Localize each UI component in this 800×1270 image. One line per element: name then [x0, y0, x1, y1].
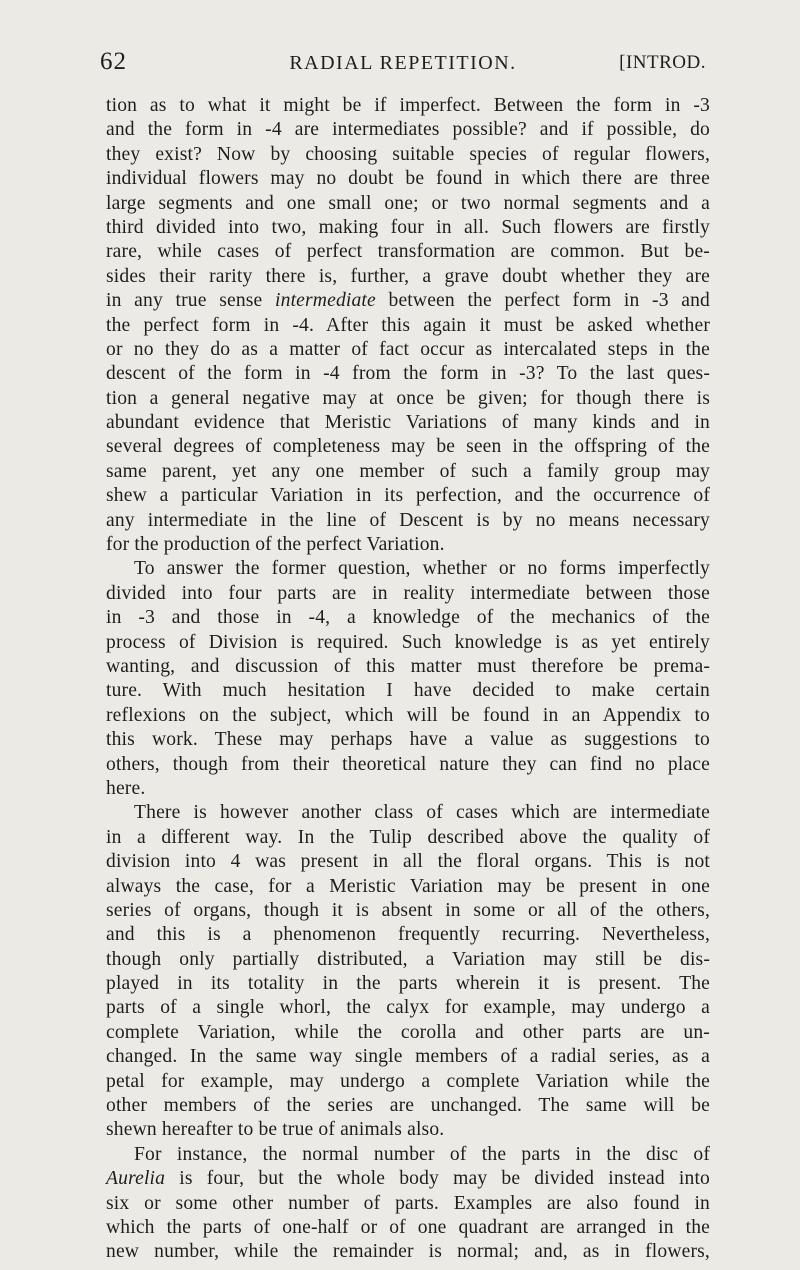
text-line — [106, 899, 710, 923]
text-line — [106, 679, 710, 703]
text-line — [106, 1045, 710, 1069]
text-line — [106, 289, 710, 313]
text-line — [106, 143, 710, 167]
text-line — [106, 118, 710, 142]
text-run: process of Division is required. Such knowledge is as yet entirely — [106, 631, 710, 653]
italic-term: Aurelia — [106, 1168, 166, 1190]
text-line — [106, 1070, 710, 1094]
text-line — [106, 948, 710, 972]
text-line — [106, 631, 710, 655]
text-line — [106, 1216, 710, 1240]
running-head: RADIAL REPETITION. — [289, 52, 517, 74]
text-run: descent of the form in -4 from the form in -3? To the last ques- — [106, 363, 710, 385]
text-run: new number, while the remainder is normal; and, as in flowers, — [106, 1241, 710, 1263]
text-line — [106, 582, 710, 606]
text-line — [106, 923, 710, 947]
text-run: wanting, and discussion of this matter must therefore be prema- — [106, 655, 710, 677]
text-line — [106, 533, 710, 557]
text-line — [106, 460, 710, 484]
text-run: series of organs, though it is absent in some or all of the others, — [106, 899, 710, 921]
text-run: six or some other number of parts. Examples are also found in — [106, 1192, 710, 1214]
text-run: To answer the former question, whether or no forms imperfectly — [134, 558, 710, 580]
text-line — [106, 240, 710, 264]
text-line — [106, 557, 710, 581]
text-run: in a different way. In the Tulip described above the quality of — [106, 826, 710, 848]
text-run: rare, while cases of perfect transformation are common. But be- — [106, 241, 710, 263]
section-tag: [INTROD. — [619, 52, 706, 73]
text-line — [106, 435, 710, 459]
text-run: There is however another class of cases which are intermediate — [134, 802, 710, 824]
text-line — [106, 826, 710, 850]
page-number: 62 — [100, 48, 127, 75]
text-run: parts of a single whorl, the calyx for example, may undergo a — [106, 997, 710, 1019]
text-run: ture. With much hesitation I have decided to make certain — [106, 680, 710, 702]
text-run: here. — [106, 777, 146, 799]
text-line — [106, 655, 710, 679]
page-header — [100, 48, 706, 84]
text-line — [106, 411, 710, 435]
text-run: large segments and one small one; or two normal segments and a — [106, 192, 710, 214]
body-text — [106, 94, 710, 1265]
text-line — [106, 338, 710, 362]
text-line — [106, 387, 710, 411]
text-run: is four, but the whole body may be divided instead into — [165, 1168, 710, 1190]
text-run: for the production of the perfect Variation. — [106, 534, 445, 556]
text-run: shew a particular Variation in its perfection, and the occurrence of — [106, 485, 710, 507]
text-line — [106, 704, 710, 728]
text-run: which the parts of one-half or of one quadrant are arranged in the — [106, 1216, 710, 1238]
text-line — [106, 972, 710, 996]
text-run: tion as to what it might be if imperfect. Between the form in -3 — [106, 95, 710, 116]
text-run: any intermediate in the line of Descent is by no means necessary — [106, 509, 710, 531]
text-line — [106, 216, 710, 240]
text-line — [106, 1240, 710, 1264]
text-line — [106, 606, 710, 630]
text-run: abundant evidence that Meristic Variations of many kinds and in — [106, 412, 710, 434]
text-line — [106, 875, 710, 899]
text-run: petal for example, may undergo a complete Variation while the — [106, 1070, 710, 1092]
text-run: complete Variation, while the corolla and other parts are un- — [106, 1021, 710, 1043]
text-run: third divided into two, making four in all. Such flowers are firstly — [106, 216, 710, 238]
text-run: the perfect form in -4. After this again it must be asked whether — [106, 314, 710, 336]
text-line — [106, 1094, 710, 1118]
text-line — [106, 1167, 710, 1191]
text-run: divided into four parts are in reality intermediate between those — [106, 582, 710, 604]
text-line — [106, 509, 710, 533]
text-line — [106, 167, 710, 191]
text-run: same parent, yet any one member of such a family group may — [106, 460, 710, 482]
text-run: played in its totality in the parts wherein it is present. The — [106, 973, 710, 995]
text-run: reflexions on the subject, which will be found in an Appendix to — [106, 704, 710, 726]
text-run: several degrees of completeness may be seen in the offspring of the — [106, 436, 710, 458]
text-run: always the case, for a Meristic Variation may be present in one — [106, 875, 710, 897]
text-run: others, though from their theoretical nature they can find no place — [106, 753, 710, 775]
text-run: sides their rarity there is, further, a grave doubt whether they are — [106, 265, 710, 287]
text-run: though only partially distributed, a Variation may still be dis- — [106, 948, 710, 970]
text-run: division into 4 was present in all the floral organs. This is not — [106, 851, 710, 873]
text-line — [106, 1118, 710, 1142]
text-run: this work. These may perhaps have a value as suggestions to — [106, 729, 710, 751]
text-run: and the form in -4 are intermediates possible? and if possible, do — [106, 119, 710, 141]
text-line — [106, 314, 710, 338]
text-line — [106, 850, 710, 874]
text-line — [106, 753, 710, 777]
italic-term: intermediate — [275, 290, 376, 312]
text-run: and this is a phenomenon frequently recurring. Nevertheless, — [106, 924, 710, 946]
text-line — [106, 1143, 710, 1167]
text-run: other members of the series are unchanged. The same will be — [106, 1095, 710, 1117]
text-run: individual flowers may no doubt be found in which there are three — [106, 168, 710, 190]
text-line — [106, 94, 710, 118]
text-run: between the perfect form in -3 and — [375, 290, 711, 312]
text-run: in any true sense — [106, 290, 276, 312]
text-line — [106, 265, 710, 289]
text-run: tion a general negative may at once be given; for though there is — [106, 387, 710, 409]
text-run: For instance, the normal number of the parts in the disc of — [134, 1143, 710, 1165]
text-run: changed. In the same way single members of a radial series, as a — [106, 1046, 710, 1068]
text-line — [106, 192, 710, 216]
text-line — [106, 484, 710, 508]
text-line — [106, 728, 710, 752]
text-run: in -3 and those in -4, a knowledge of the mechanics of the — [106, 607, 710, 629]
text-run: or no they do as a matter of fact occur as intercalated steps in the — [106, 338, 710, 360]
text-line — [106, 801, 710, 825]
text-line — [106, 362, 710, 386]
text-line — [106, 996, 710, 1020]
text-line — [106, 1192, 710, 1216]
text-line — [106, 1021, 710, 1045]
text-run: they exist? Now by choosing suitable species of regular flowers, — [106, 143, 710, 165]
text-line — [106, 777, 710, 801]
text-run: shewn hereafter to be true of animals also. — [106, 1119, 445, 1141]
